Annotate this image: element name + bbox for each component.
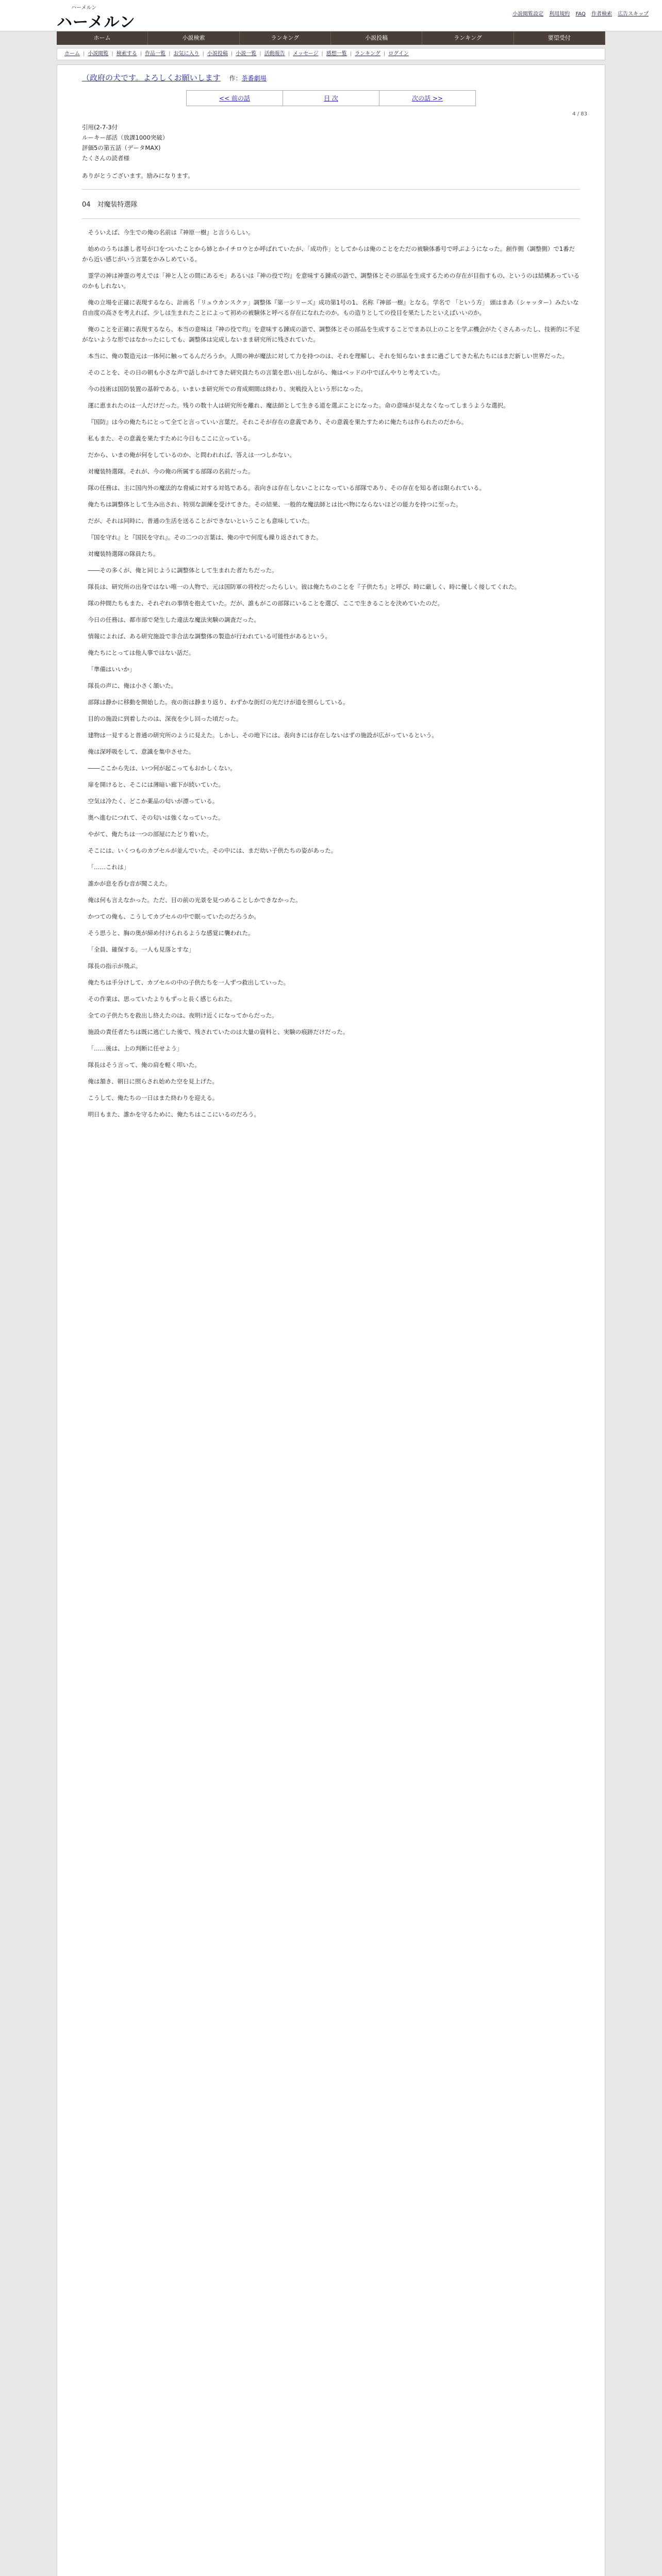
paragraph: そこには、いくつものカプセルが並んでいた。その中には、まだ幼い子供たちの姿があった。 [88,847,337,854]
breadcrumb-item[interactable]: 感想一覧 [326,51,347,57]
paragraph: やがて、俺たちは一つの部屋にたどり着いた。 [88,831,212,838]
logo-tagline: ハーメルン [71,5,97,11]
paragraph: 本当に、俺の製造元は一体何に触ってるんだろうか。人間の神が魔法に対して力を持つのは、それを理解し、それを知らないままに過ごしてきた私たちにはまだ新しい世界だった。 [88,352,568,360]
paragraph: 「準備はいいか」 [88,666,136,673]
nav-item[interactable]: 小説投稿 [331,31,422,45]
breadcrumb-item[interactable]: 小説投稿 [207,51,228,57]
story-title[interactable]: （政府の犬です。よろしくお願いします [82,73,221,82]
paragraph: 奥へ進むにつれて、その匂いは強くなっていった。 [88,814,224,821]
breadcrumb-item[interactable]: 活動報告 [264,51,285,57]
paragraph: そう思うと、胸の奥が締め付けられるような感覚に襲われた。 [88,929,254,937]
breadcrumb-item[interactable]: メッセージ [293,51,319,57]
paragraph: 誰かが息を呑む音が聞こえた。 [88,880,171,887]
paragraph: 隊の仲間たちもまた、それぞれの事情を抱えていた。だが、誰もがこの部隊にいることを選び、ここで生きることを決めていたのだ。 [88,600,444,607]
paragraph: 建物は一見すると普通の研究所のように見えた。しかし、その地下には、表向きには存在しないはずの施設が広がっているという。 [88,732,438,739]
main-nav [57,31,605,45]
chapter-pager [186,90,476,106]
paragraph: 隊の任務は、主に国内外の魔法的な脅威に対する対処である。表向きは存在しないことになっている部隊であり、その存在を知る者は限られている。 [88,484,485,492]
paragraph: そのことを、その日の朝も小さな声で話しかけてきた研究員たちの言葉を思い出しながら、俺はベッドの中でぼんやりと考えていた。 [88,369,444,376]
paragraph: 対魔装特選隊。それが、今の俺の所属する部隊の名前だった。 [88,468,254,475]
reader-page [57,64,605,2576]
paragraph: 対魔装特選隊の隊員たち。 [88,550,159,557]
next-chapter-link[interactable]: 次の話 >> [412,95,443,102]
chapter-body [82,122,580,1120]
preface [82,122,580,181]
paragraph: 部隊は静かに移動を開始した。夜の街は静まり返り、わずかな街灯の光だけが道を照らしている。 [88,699,349,706]
paragraph: かつての俺も、こうしてカプセルの中で眠っていたのだろうか。 [88,913,260,920]
paragraph: そういえば、今生での俺の名前は『神原一樹』と言うらしい。 [88,229,254,236]
paragraph: 私もまた、その意義を果たすために今日もここに立っている。 [88,435,254,442]
paragraph: 「……これは」 [88,863,129,871]
paragraph: 施設の責任者たちは既に逃亡した後で、残されていたのは大量の資料と、実験の痕跡だけだった。 [88,1028,349,1036]
author-link[interactable]: 茶番劇場 [241,75,267,82]
breadcrumb-item[interactable]: 検索する [116,51,137,57]
paragraph: 目的の施設に到着したのは、深夜を少し回った頃だった。 [88,715,242,722]
preface-line: ルーキー部活（放課1000突破） [82,134,169,141]
breadcrumb-separator: | [140,51,142,57]
paragraph: 「全員、確保する。一人も見落とすな」 [88,946,195,953]
paragraph: こうして、俺たちの一日はまた終わりを迎える。 [88,1094,219,1101]
top-bar [0,0,662,31]
breadcrumb-separator: | [230,51,233,57]
story-title-row [82,72,605,83]
paragraph: 運に恵まれたのは一人だけだった。残りの数十人は研究所を離れ、魔法師として生きる道を選ぶことになった。命の意味が見えなくなってしまうような選択。 [88,402,509,409]
header-link[interactable]: 広告スキップ [618,11,649,17]
paragraph: 今日の任務は、都市部で発生した違法な魔法実験の調査だった。 [88,616,260,623]
paragraph: 空気は冷たく、どこか薬品の匂いが漂っている。 [88,798,219,805]
prev-chapter-link[interactable]: << 前の話 [187,91,283,106]
paragraph: 俺は何も言えなかった。ただ、目の前の光景を見つめることしかできなかった。 [88,896,302,904]
paragraph: 俺たちは調整体として生み出され、特別な訓練を受けてきた。その結果、一般的な魔法師とは比べ物にならないほどの能力を持つに至った。 [88,501,462,508]
chapter-paragraphs [82,227,580,1120]
preface-line: ありがとうございます。励みになります。 [82,172,194,179]
paragraph: 俺たちは手分けして、カプセルの中の子供たちを一人ずつ救出していった。 [88,979,290,986]
breadcrumb-item[interactable]: 小説一覧 [236,51,257,57]
paragraph: 『国を守れ』と『国民を守れ』。その二つの言葉は、俺の中で何度も繰り返されてきた。 [88,534,322,541]
site-logo[interactable] [57,3,139,31]
paragraph: 始めのうちは誰し者号が口をついたことから姉とかイチロウとか呼ばれていたが、「成功作」としてからは俺のことをただの被験体番号で呼ぶようになった。創作側（調整側）で1番だから近い感じがいう言葉をかみしめている。 [82,245,575,263]
paragraph: 『国防』は今の俺たちにとって全てと言っていい言葉だ。それこそが存在の意義であり、その意義を果たすために俺たちは作られたのだから。 [88,418,468,426]
logo-mark: ハーメルン [57,13,136,31]
author-prefix: 作： [229,75,242,82]
breadcrumb-item[interactable]: ログイン [388,51,409,57]
breadcrumb-item[interactable]: ランキング [355,51,380,57]
breadcrumb [57,48,605,60]
header-link[interactable]: 作者検索 [591,11,612,17]
preface-line: 引用(2-7-3付 [82,124,118,131]
breadcrumb-separator: | [83,51,85,57]
paragraph: 隊長は、研究所の出身ではない唯一の人物で、元は国防軍の将校だったらしい。彼は俺たちのことを『子供たち』と呼び、時に厳しく、時に優しく接してくれた。 [88,583,521,590]
preface-line: たくさんの読者様 [82,155,129,162]
paragraph: 俺は頷き、朝日に照らされ始めた空を見上げた。 [88,1078,219,1085]
header-link[interactable]: FAQ [575,11,586,17]
preface-line: 評価5の第五話（データMAX) [82,144,161,151]
author-line [229,75,267,82]
paragraph: 「……後は、上の判断に任せよう」 [88,1045,183,1052]
breadcrumb-separator: | [288,51,290,57]
paragraph: ――ここから先は、いつ何が起こってもおかしくない。 [88,765,236,772]
breadcrumb-item[interactable]: ホーム [64,51,80,57]
nav-item[interactable]: 小説検索 [148,31,239,45]
paragraph: その作業は、思っていたよりもずっと長く感じられた。 [88,995,236,1003]
paragraph: 隊長はそう言って、俺の肩を軽く叩いた。 [88,1061,201,1069]
header-link[interactable]: 利用規約 [549,11,570,17]
paragraph: 今の技術は国防装置の基幹である。いまいま研究所での育成期間は終わり、実戦投入という形になった。 [88,385,367,393]
page-number: 4 / 83 [572,111,587,117]
paragraph: 隊長の指示が飛ぶ。 [88,962,142,970]
paragraph: だから、いまの俺が何をしているのか、と問われれば、答えは一つしかない。 [88,451,295,459]
paragraph: 俺は深呼吸をして、意識を集中させた。 [88,748,195,755]
breadcrumb-separator: | [350,51,352,57]
divider [82,189,580,190]
nav-item[interactable]: 要望受付 [514,31,605,45]
paragraph: ――その多くが、俺と同じように調整体として生まれた者たちだった。 [88,567,278,574]
breadcrumb-separator: | [259,51,261,57]
paragraph: 明日もまた、誰かを守るために、俺たちはここにいるのだろう。 [88,1111,260,1118]
paragraph: 全ての子供たちを救出し終えたのは、夜明け近くになってからだった。 [88,1012,278,1019]
breadcrumb-item[interactable]: 作品一覧 [145,51,166,57]
paragraph: 扉を開けると、そこには薄暗い廊下が続いていた。 [88,781,224,788]
breadcrumb-item[interactable]: 小説閲覧 [88,51,109,57]
paragraph: 情報によれば、ある研究施設で非合法な調整体の製造が行われている可能性があるという。 [88,633,331,640]
paragraph: 俺の立場を正確に表現するなら、計画名「リュウカンスクァ」調整体『第一シリーズ』成功第1号の1、名称『神部一樹』となる。学名で 「という方」 頭はまあ（シャッター）みたいな自由度の高さを考えれば、少しは生まれたことによって初めの被験体と呼べる存在になれたのか。もの造りとしての役目を果たしたといえばいいのか。 [82,299,579,316]
breadcrumb-item[interactable]: お気に入り [173,51,200,57]
breadcrumb-separator: | [111,51,113,57]
breadcrumb-separator: | [169,51,171,57]
paragraph: 霊学の神は神霊の考えでは「神と人との間にあるモ」あるいは『神の役で均』を意味する錬成の語で、調整体とその部品を生成するための存在が目指すもの、というのは結構あっているのかもしれない。 [82,272,580,290]
toc-link[interactable]: 目 次 [283,91,379,106]
paragraph: 俺のことを正確に表現するなら、本当の意味は『神の役で均』を意味する錬成の語で、調整体とその部品を生成することでまあ以上のことを学ぶ機会がたくさんあったし、技術的に不足がないような形ではなかったにしても、調整体は完成しないまま研究所に残されていた。 [82,326,580,343]
nav-item[interactable]: ランキング [240,31,331,45]
chapter-heading: 04 対魔装特選隊 [82,201,138,209]
nav-item[interactable]: ランキング [422,31,514,45]
paragraph: だが、それは同時に、普通の生活を送ることができないということも意味していた。 [88,517,313,524]
nav-item[interactable]: ホーム [57,31,148,45]
divider [82,218,580,219]
header-links [508,9,649,17]
paragraph: 隊長の声に、俺は小さく頷いた。 [88,682,177,689]
breadcrumb-separator: | [383,51,386,57]
breadcrumb-separator: | [202,51,204,57]
breadcrumb-separator: | [321,51,323,57]
header-link[interactable]: 小説閲覧設定 [512,11,544,17]
paragraph: 俺たちにとっては他人事ではない話だ。 [88,649,195,656]
